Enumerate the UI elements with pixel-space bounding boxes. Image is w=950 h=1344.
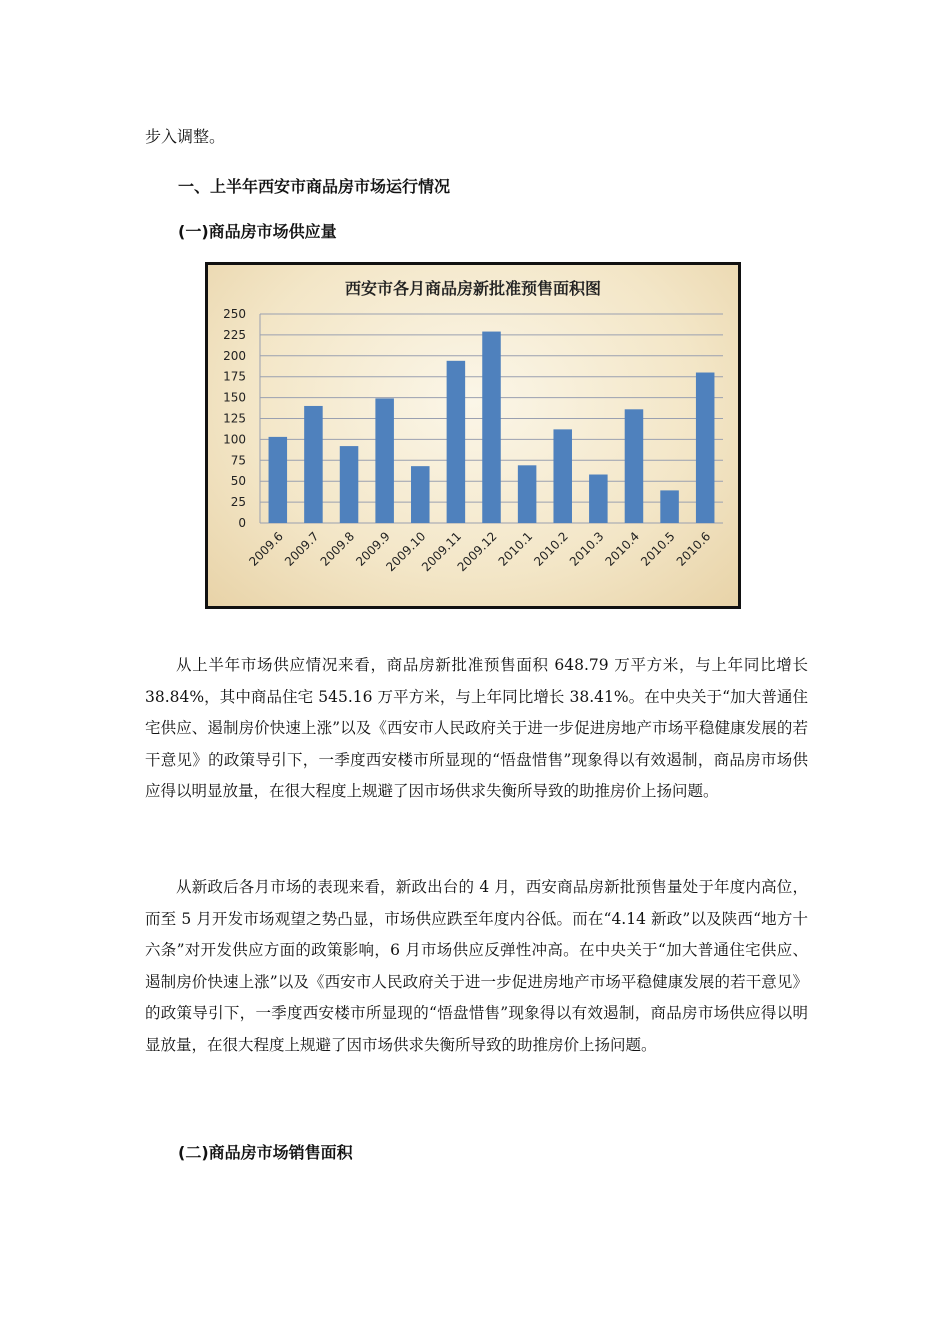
bar-2009.9	[375, 398, 394, 523]
chart-x-axis	[246, 529, 713, 574]
intro-tail-text: 步入调整。	[145, 127, 226, 146]
bar-2009.10	[411, 466, 430, 523]
x-tick-label: 2010.2	[531, 529, 571, 569]
x-tick-label: 2010.5	[638, 529, 678, 569]
bar-2009.8	[340, 446, 359, 523]
bar-2009.7	[304, 406, 323, 523]
y-tick-label: 175	[223, 369, 246, 384]
chart-y-axis	[223, 307, 260, 530]
bar-2010.6	[696, 373, 715, 523]
x-tick-label: 2009.7	[281, 529, 322, 569]
bar-2010.4	[625, 409, 644, 523]
x-tick-label: 2009.9	[353, 529, 393, 569]
y-tick-label: 100	[223, 432, 246, 447]
x-tick-label: 2010.3	[566, 529, 607, 569]
x-tick-label: 2009.6	[246, 529, 286, 569]
x-tick-label: 2010.1	[495, 529, 536, 569]
chart-canvas	[208, 265, 738, 606]
paragraph-monthly-performance: 从新政后各月市场的表现来看，新政出台的 4 月，西安商品房新批预售量处于年度内高位，而至 5 月开发市场观望之势凸显，市场供应跌至年度内谷低。而在“4.14 新政”以及陕西“地方十六条”对开发供应方面的政策影响，6 月市场供应反弹性冲高。在中央关于“加大普通住宅供应、遏制房价快速上涨”以及《西安市人民政府关于进一步促进房地产市场平稳健康发展的若干意见》的政策导引下，一季度西安楼市所显现的“悟盘惜售”现象得以有效遏制，商品房市场供应得以明显放量，在很大程度上规避了因市场供求失衡所导致的助推房价上扬问题。	[145, 878, 808, 1054]
bar-2009.11	[447, 361, 466, 523]
subsection-heading-supply: (一)商品房市场供应量	[178, 222, 337, 241]
paragraph-supply-summary: 从上半年市场供应情况来看，商品房新批准预售面积 648.79 万平方米，与上年同比增长 38.84%，其中商品住宅 545.16 万平方米，与上年同比增长 38.41%。在中央关于“加大普通住宅供应、遏制房价快速上涨”以及《西安市人民政府关于进一步促进房地产市场平稳健康发展的若干意见》的政策导引下，一季度西安楼市所显现的“悟盘惜售”现象得以有效遏制，商品房市场供应得以明显放量，在很大程度上规避了因市场供求失衡所导致的助推房价上扬问题。	[145, 656, 808, 800]
supply-bar-chart	[205, 262, 741, 609]
y-tick-label: 0	[238, 516, 246, 530]
x-tick-label: 2010.6	[673, 529, 714, 569]
x-tick-label: 2009.10	[383, 529, 429, 575]
subsection-heading-sales: (二)商品房市场销售面积	[178, 1143, 353, 1162]
y-tick-label: 200	[223, 348, 246, 363]
bar-2010.3	[589, 475, 608, 523]
x-tick-label: 2009.12	[454, 529, 500, 575]
bar-2010.1	[518, 465, 537, 523]
y-tick-label: 75	[230, 453, 246, 468]
chart-title: 西安市各月商品房新批准预售面积图	[344, 279, 602, 298]
x-tick-label: 2009.8	[317, 529, 358, 569]
x-tick-label: 2009.11	[419, 529, 465, 575]
y-tick-label: 50	[230, 474, 246, 489]
bar-2010.2	[553, 429, 572, 523]
bar-2010.5	[660, 490, 679, 523]
y-tick-label: 25	[230, 495, 246, 510]
y-tick-label: 125	[223, 411, 246, 426]
x-tick-label: 2010.4	[602, 529, 643, 569]
bar-2009.12	[482, 332, 501, 523]
bar-2009.6	[269, 437, 288, 523]
y-tick-label: 250	[223, 307, 246, 321]
section-heading: 一、上半年西安市商品房市场运行情况	[178, 177, 451, 196]
y-tick-label: 225	[223, 327, 246, 342]
chart-bars	[269, 332, 715, 523]
y-tick-label: 150	[223, 390, 246, 405]
